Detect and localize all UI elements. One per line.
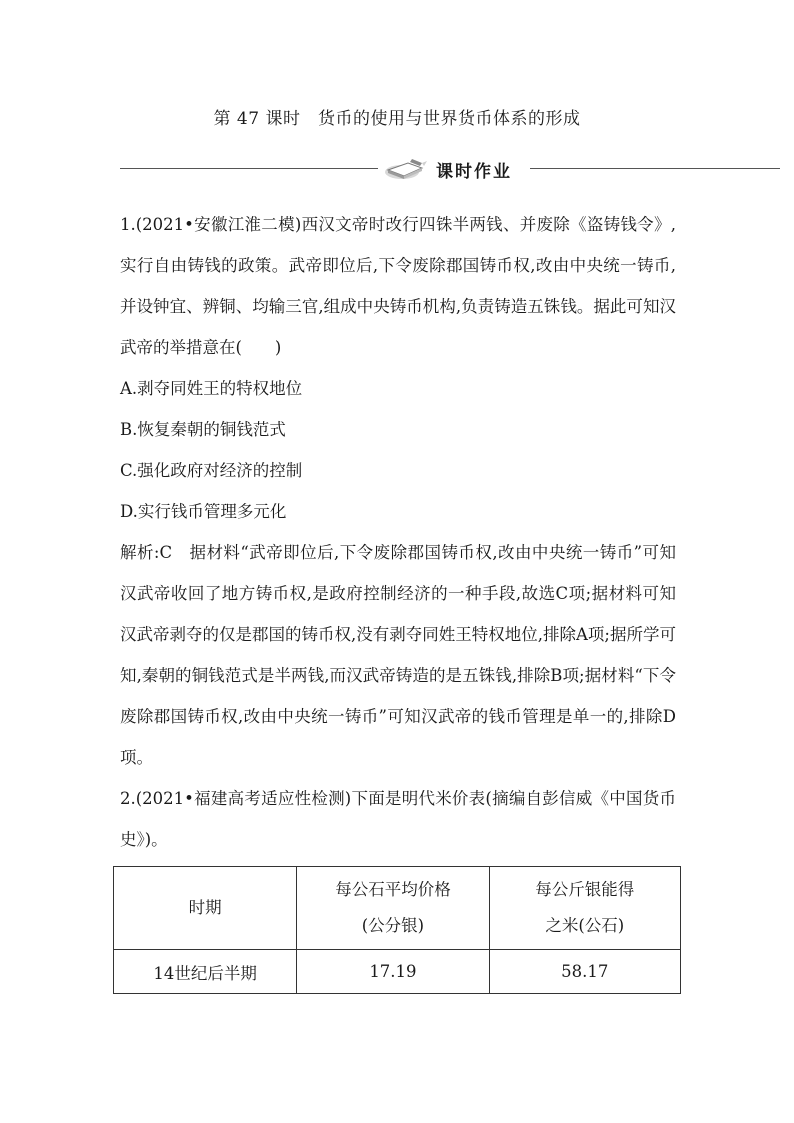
question-1-analysis: 解析:C 据材料“武帝即位后,下令废除郡国铸币权,改由中央统一铸币”可知汉武帝收回了地方铸币权,是政府控制经济的一种手段,故选C项;据材料可知汉武帝剥夺的仅是郡国的铸币权,没有剥夺同姓王特权地位,排除A项;据所学可知,秦朝的铜钱范式是半两钱,而汉武帝铸造的是五铢钱,排除B项;据材料“下令废除郡国铸币权,改由中央统一铸币”可知汉武帝的钱币管理是单一的,排除D项。 xyxy=(120,543,676,767)
header-rice-line1: 每公斤银能得 xyxy=(535,880,635,899)
cell-rice-amount: 58.17 xyxy=(489,950,680,994)
option-a: A.剥夺同姓王的特权地位 xyxy=(120,379,303,398)
cell-period: 14世纪后半期 xyxy=(114,950,297,994)
divider-right xyxy=(530,168,780,169)
option-c: C.强化政府对经济的控制 xyxy=(120,461,303,480)
header-rice-per-silver xyxy=(489,867,680,950)
section-label: 课时作业 xyxy=(436,162,512,182)
question-content xyxy=(120,204,676,860)
cell-avg-price: 17.19 xyxy=(297,950,489,994)
header-rice-line2: 之米(公石) xyxy=(545,916,625,935)
table-row xyxy=(114,950,681,994)
header-avg-price-line2: (公分银) xyxy=(361,916,425,935)
option-d: D.实行钱币管理多元化 xyxy=(120,502,287,521)
table-header-row xyxy=(114,867,681,950)
option-b: B.恢复秦朝的铜钱范式 xyxy=(120,420,286,439)
section-header xyxy=(120,155,780,183)
pencil-book-icon xyxy=(382,156,430,186)
header-avg-price xyxy=(297,867,489,950)
rice-price-table xyxy=(113,866,681,994)
divider-left xyxy=(120,168,378,169)
header-period: 时期 xyxy=(114,867,297,950)
question-2-stem: 2.(2021•福建高考适应性检测)下面是明代米价表(摘编自彭信威《中国货币史》)。 xyxy=(120,789,676,849)
question-1-stem: 1.(2021•安徽江淮二模)西汉文帝时改行四铢半两钱、并废除《盗铸钱令》,实行自由铸钱的政策。武帝即位后,下令废除郡国铸币权,改由中央统一铸币,并设钟宜、辨铜、均输三官,组成中央铸币机构,负责铸造五铢钱。据此可知汉武帝的举措意在( ) xyxy=(120,215,676,357)
page-title: 第 47 课时 货币的使用与世界货币体系的形成 xyxy=(213,109,581,129)
header-avg-price-line1: 每公石平均价格 xyxy=(335,880,451,899)
